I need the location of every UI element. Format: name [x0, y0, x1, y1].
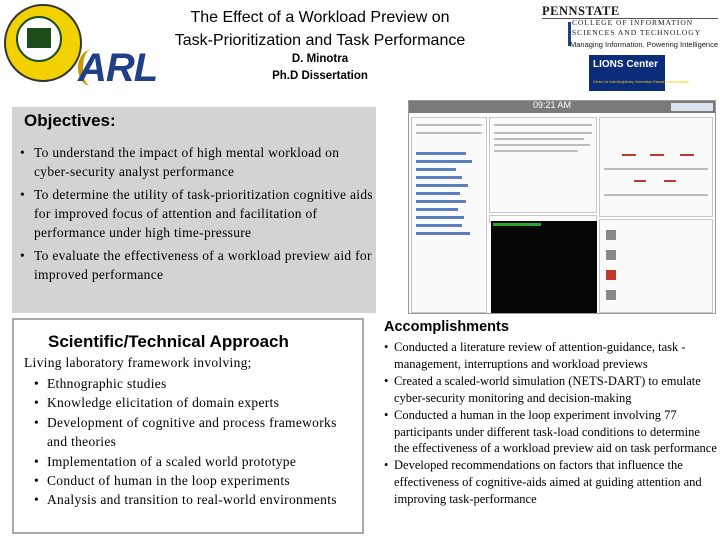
- screenshot-row: [494, 138, 584, 140]
- college-name: COLLEGE OF INFORMATION SCIENCES AND TECHNOLOGY: [572, 18, 702, 37]
- screenshot-row: [416, 124, 482, 126]
- screenshot-row: [604, 194, 708, 196]
- lions-center-logo: [589, 55, 689, 91]
- screenshot-row: [416, 216, 464, 219]
- list-item: • To evaluate the effectiveness of a workload preview aid for improved performance: [20, 246, 374, 284]
- screenshot-row: [416, 192, 460, 195]
- person-icon: [606, 290, 616, 300]
- list-item: • Developed recommendations on factors that influence the effectiveness of cognitive-aids aimed at guiding attention and improving task-performance: [384, 457, 718, 508]
- screenshot-row: [494, 150, 578, 152]
- arl-logo: ARL: [78, 46, 158, 90]
- screenshot-row: [416, 176, 462, 179]
- list-item: • Development of cognitive and process frameworks and theories: [34, 413, 354, 452]
- screenshot-marker: [650, 154, 664, 156]
- list-item: • Knowledge elicitation of domain experts: [34, 393, 354, 412]
- list-item: • Ethnographic studies: [34, 374, 354, 393]
- screenshot-marker: [634, 180, 646, 182]
- dissertation-label: Ph.D Dissertation: [272, 70, 368, 82]
- list-item: • Analysis and transition to real-world environments: [34, 490, 354, 509]
- page-title: [150, 6, 490, 52]
- lions-center-subtitle: Center for Interdisciplinary Information Research and Analysis: [593, 80, 689, 84]
- accomplishments-heading: Accomplishments: [384, 319, 509, 335]
- screenshot-description-pane: [489, 117, 597, 213]
- screenshot-clock: 09:21 AM: [533, 100, 572, 110]
- screenshot-row: [416, 168, 456, 171]
- approach-list: [34, 374, 354, 510]
- list-item: • Created a scaled-world simulation (NETS-DART) to emulate cyber-security monitoring and decision-making: [384, 373, 718, 407]
- screenshot-row: [416, 232, 470, 235]
- screenshot-titlebar: [409, 101, 715, 113]
- pennstate-logo: PENNSTATE: [542, 4, 620, 18]
- screenshot-row: [416, 132, 482, 134]
- list-item: • Conducted a human in the loop experiment involving 77 participants under different task-load conditions to determine the effectiveness of a workload preview aid on task performance: [384, 407, 718, 458]
- list-item: • To understand the impact of high mental workload on cyber-security analyst performance: [20, 143, 374, 181]
- screenshot-row: [604, 168, 708, 170]
- screenshot-alert-pane: [599, 219, 713, 313]
- simulation-screenshot: [408, 100, 716, 314]
- screenshot-row: [416, 224, 462, 227]
- college-tagline: Managing Information. Powering Intelligence: [570, 40, 719, 49]
- screenshot-row: [494, 124, 592, 126]
- screenshot-terminal: [491, 221, 597, 313]
- gear-icon: [606, 250, 616, 260]
- approach-panel: [12, 318, 364, 534]
- lions-center-title: LIONS Center: [593, 59, 659, 70]
- approach-intro: Living laboratory framework involving;: [24, 355, 252, 370]
- objectives-list: [20, 143, 374, 288]
- screenshot-row: [416, 184, 468, 187]
- objectives-panel: [12, 107, 376, 313]
- screenshot-marker: [622, 154, 636, 156]
- alert-icon: [606, 270, 616, 280]
- screenshot-marker: [664, 180, 676, 182]
- screenshot-row: [494, 132, 592, 134]
- approach-heading: Scientific/Technical Approach: [48, 332, 289, 351]
- screenshot-logo: [671, 103, 713, 111]
- author-block: [230, 51, 410, 85]
- screenshot-row: [416, 200, 466, 203]
- screenshot-row: [416, 160, 472, 163]
- castle-icon: [27, 28, 51, 48]
- screenshot-department-pane: [411, 117, 487, 313]
- list-item: • To determine the utility of task-prioritization cognitive aids for improved focus of attention and facilitation of performance under high time-pressure: [20, 185, 374, 242]
- screenshot-row: [416, 208, 458, 211]
- screenshot-row: [416, 152, 466, 155]
- accomplishments-list: [384, 339, 718, 508]
- objectives-heading: Objectives:: [24, 111, 116, 130]
- list-item: • Conduct of human in the loop experiments: [34, 471, 354, 490]
- screenshot-status-pane: [599, 117, 713, 217]
- biohazard-icon: [606, 230, 616, 240]
- screenshot-marker: [680, 154, 694, 156]
- list-item: • Conducted a literature review of attention-guidance, task -management, interruptions and workload previews: [384, 339, 718, 373]
- title-line-2: Task-Prioritization and Task Performance: [174, 32, 466, 49]
- screenshot-terminal-text: [493, 223, 541, 226]
- title-line-1: The Effect of a Workload Preview on: [190, 9, 450, 26]
- author-name: D. Minotra: [291, 53, 349, 65]
- list-item: • Implementation of a scaled world prototype: [34, 452, 354, 471]
- screenshot-row: [494, 144, 590, 146]
